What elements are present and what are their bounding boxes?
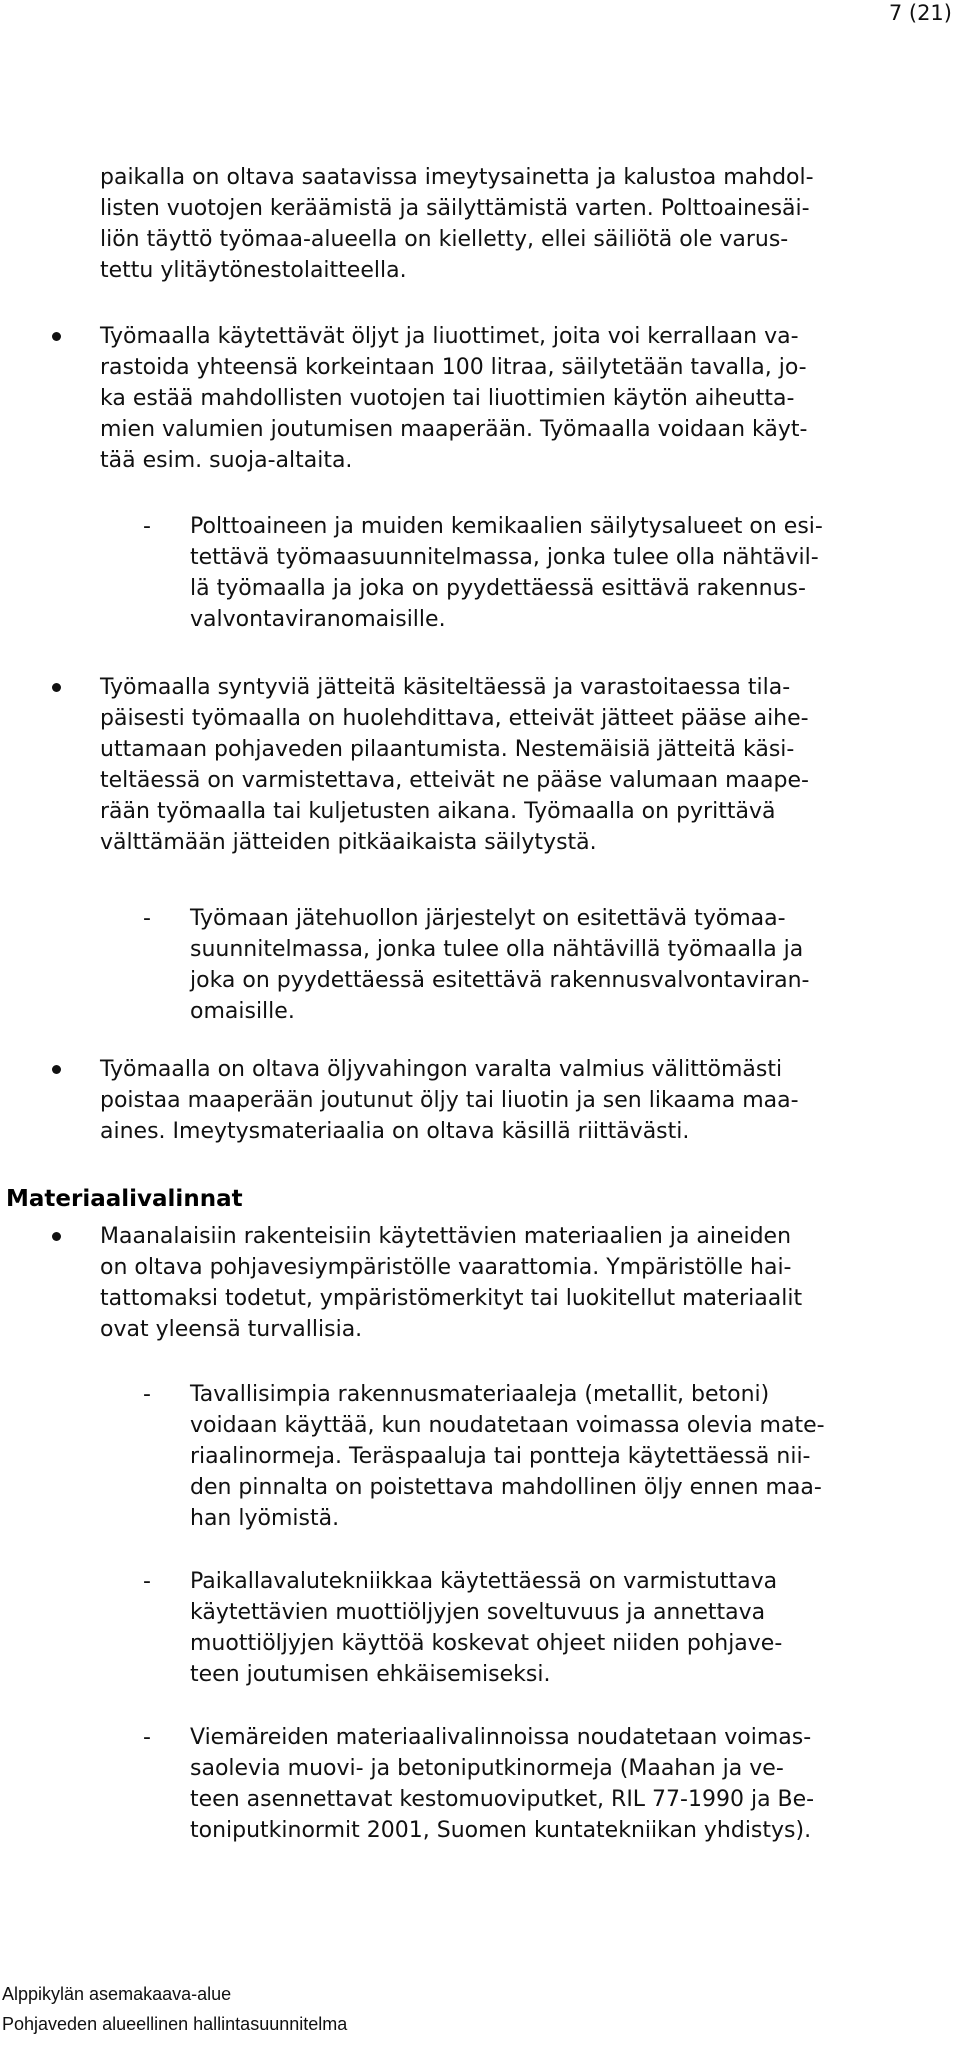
bullet-paragraph-materials — [100, 1221, 802, 1345]
text-line: ovat yleensä turvallisia. — [100, 1317, 363, 1342]
text-line: poistaa maaperään joutunut öljy tai liuotin ja sen likaama maa- — [100, 1088, 799, 1113]
footer-line-2: Pohjaveden alueellinen hallintasuunnitelma — [2, 2014, 348, 2034]
text-line: aines. Imeytysmateriaalia on oltava käsillä riittävästi. — [100, 1119, 690, 1144]
text-line: uttamaan pohjaveden pilaantumista. Nestemäisiä jätteitä käsi- — [100, 737, 795, 762]
text-line: käytettävien muottiöljyjen soveltuvuus ja annettava — [190, 1600, 766, 1625]
text-line: tää esim. suoja-altaita. — [100, 448, 353, 473]
dash-marker: - — [143, 1725, 151, 1750]
dash-marker: - — [143, 514, 151, 539]
text-line: teen asennettavat kestomuoviputket, RIL 77-1990 ja Be- — [190, 1787, 815, 1812]
text-line: Työmaalla on oltava öljyvahingon varalta valmius välittömästi — [100, 1057, 783, 1082]
intro-paragraph — [100, 162, 814, 286]
bullet-point-icon — [52, 1232, 61, 1241]
dash-paragraph-building-materials — [190, 1379, 825, 1534]
bullet-paragraph-oil-spill — [100, 1054, 799, 1147]
text-line: Viemäreiden materiaalivalinnoissa noudatetaan voimas- — [190, 1725, 812, 1750]
text-line: on oltava pohjavesiympäristölle vaarattomia. Ympäristölle hai- — [100, 1255, 792, 1280]
dash-marker: - — [143, 906, 151, 931]
text-line: Polttoaineen ja muiden kemikaalien säilytysalueet on esi- — [190, 514, 823, 539]
dash-paragraph-sewer-materials — [190, 1722, 814, 1846]
dash-paragraph-waste-management — [190, 903, 809, 1027]
text-line: tattomaksi todetut, ympäristömerkityt tai luokitellut materiaalit — [100, 1286, 803, 1311]
text-line: päisesti työmaalla on huolehdittava, etteivät jätteet pääse aihe- — [100, 706, 809, 731]
text-line: teen joutumisen ehkäisemiseksi. — [190, 1662, 551, 1687]
text-line: välttämään jätteiden pitkäaikaista säilytystä. — [100, 830, 597, 855]
dash-paragraph-cast-in-place — [190, 1566, 782, 1690]
text-line: Työmaan jätehuollon järjestelyt on esitettävä työmaa- — [190, 906, 786, 931]
bullet-paragraph-waste — [100, 672, 809, 858]
text-line: han lyömistä. — [190, 1506, 340, 1531]
text-line: Paikallavalutekniikkaa käytettäessä on varmistuttava — [190, 1569, 778, 1594]
bullet-point-icon — [52, 332, 61, 341]
dash-marker: - — [143, 1382, 151, 1407]
dash-paragraph-chemical-storage — [190, 511, 823, 635]
text-line: teltäessä on varmistettava, etteivät ne pääse valumaan maape- — [100, 768, 809, 793]
text-line: mien valumien joutumisen maaperään. Työmaalla voidaan käyt- — [100, 417, 808, 442]
text-line: den pinnalta on poistettava mahdollinen öljy ennen maa- — [190, 1475, 822, 1500]
text-line: riaalinormeja. Teräspaaluja tai pontteja käytettäessä nii- — [190, 1444, 811, 1469]
text-line: liön täyttö työmaa-alueella on kielletty, ellei säiliötä ole varus- — [100, 227, 789, 252]
text-line: joka on pyydettäessä esitettävä rakennusvalvontaviran- — [190, 968, 810, 993]
bullet-point-icon — [52, 1065, 61, 1074]
text-line: tettävä työmaasuunnitelmassa, jonka tulee olla nähtävil- — [190, 545, 819, 570]
text-line: tettu ylitäytönestolaitteella. — [100, 258, 407, 283]
text-line: lä työmaalla ja joka on pyydettäessä esittävä rakennus- — [190, 576, 806, 601]
bullet-point-icon — [52, 683, 61, 692]
section-heading: Materiaalivalinnat — [6, 1186, 243, 1212]
text-line: suunnitelmassa, jonka tulee olla nähtävillä työmaalla ja — [190, 937, 804, 962]
text-line: saolevia muovi- ja betoniputkinormeja (Maahan ja ve- — [190, 1756, 784, 1781]
text-line: listen vuotojen keräämistä ja säilyttämistä varten. Polttoainesäi- — [100, 196, 810, 221]
text-line: valvontaviranomaisille. — [190, 607, 446, 632]
text-line: paikalla on oltava saatavissa imeytysainetta ja kalustoa mahdol- — [100, 165, 814, 190]
dash-marker: - — [143, 1569, 151, 1594]
text-line: ka estää mahdollisten vuotojen tai liuottimien käytön aiheutta- — [100, 386, 795, 411]
text-line: Tavallisimpia rakennusmateriaaleja (metallit, betoni) — [190, 1382, 770, 1407]
text-line: rään työmaalla tai kuljetusten aikana. Työmaalla on pyrittävä — [100, 799, 776, 824]
text-line: voidaan käyttää, kun noudatetaan voimassa olevia mate- — [190, 1413, 825, 1438]
text-line: Työmaalla käytettävät öljyt ja liuottimet, joita voi kerrallaan va- — [100, 324, 799, 349]
text-line: rastoida yhteensä korkeintaan 100 litraa, säilytetään tavalla, jo- — [100, 355, 807, 380]
text-line: muottiöljyjen käyttöä koskevat ohjeet niiden pohjave- — [190, 1631, 783, 1656]
text-line: Maanalaisiin rakenteisiin käytettävien materiaalien ja aineiden — [100, 1224, 792, 1249]
text-line: omaisille. — [190, 999, 295, 1024]
footer-line-1: Alppikylän asemakaava-alue — [2, 1984, 232, 2004]
bullet-paragraph-oils — [100, 321, 807, 476]
text-line: toniputkinormit 2001, Suomen kuntatekniikan yhdistys). — [190, 1818, 812, 1843]
text-line: Työmaalla syntyviä jätteitä käsiteltäessä ja varastoitaessa tila- — [100, 675, 791, 700]
page-number: 7 (21) — [888, 1, 952, 25]
